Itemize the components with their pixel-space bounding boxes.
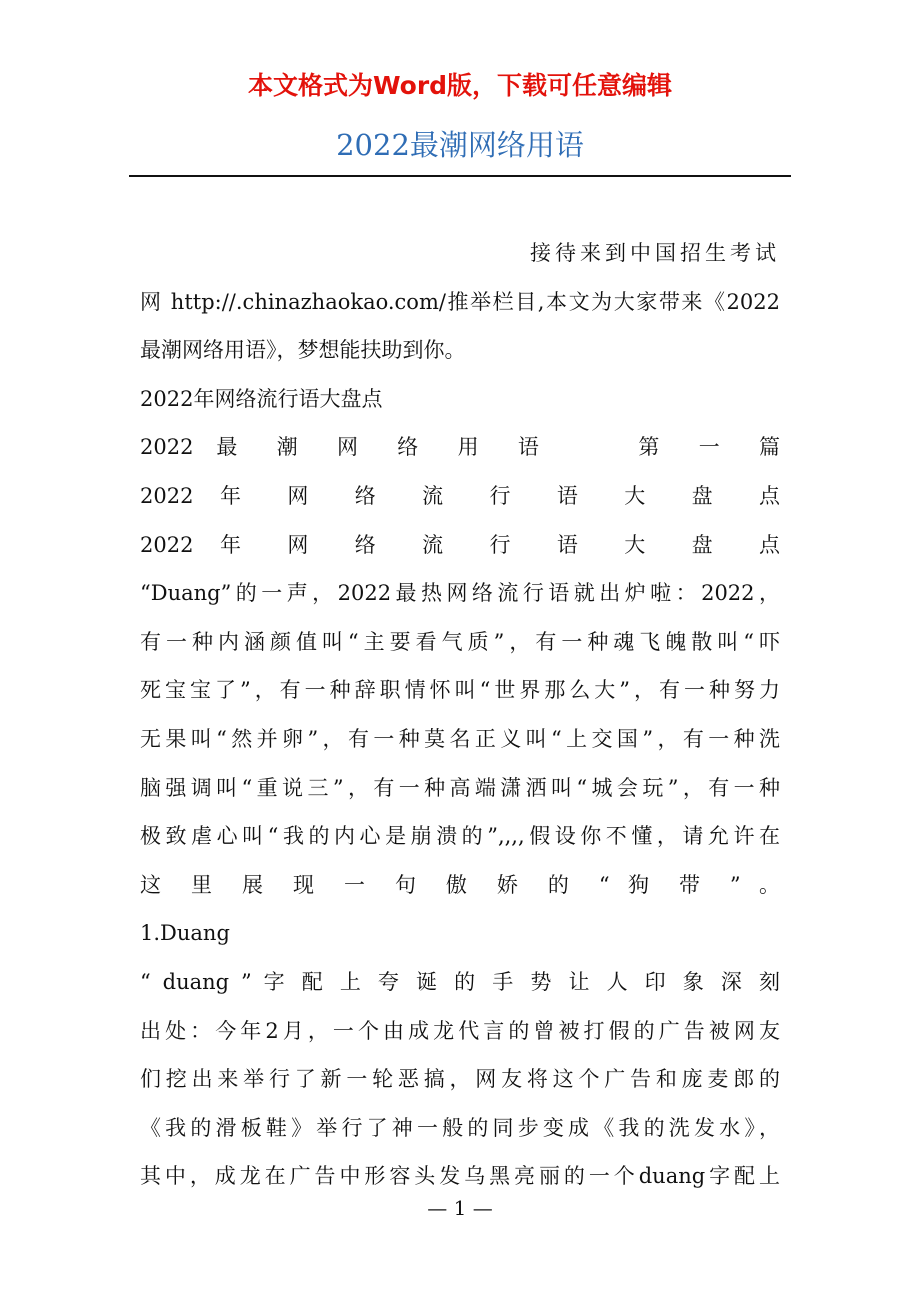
section-heading: 2022年网络流行语大盘点 [140, 386, 383, 411]
document-body [140, 229, 780, 1201]
title-divider [129, 175, 791, 177]
body-line: 其中，成龙在广告中形容头发乌黑亮丽的一个duang字配上 [140, 1164, 780, 1189]
section-heading: 1.Duang [140, 921, 230, 946]
body-line: “ duang ” 字 配 上 夸 诞 的 手 势 让 人 印 象 深 刻 [140, 969, 780, 994]
body-line: “Duang”的一声，2022最热网络流行语就出炉啦：2022， [140, 581, 780, 606]
body-line: 脑强调叫“重说三”，有一种高端潇洒叫“城会玩”，有一种 [140, 775, 780, 800]
body-line: 网 http://.chinazhaokao.com/推举栏目,本文为大家带来《2022 [140, 289, 780, 314]
page-number: — 1 — [427, 1196, 493, 1220]
body-line: 接待来到中国招生考试 [530, 241, 780, 265]
body-line: 极致虐心叫“我的内心是崩溃的”,,,,假设你不懂，请允许在 [140, 824, 780, 849]
body-line: 们挖出来举行了新一轮恶搞，网友将这个广告和庞麦郎的 [140, 1067, 780, 1092]
body-line: 无果叫“然并卵”，有一种莫名正义叫“上交国”，有一种洗 [140, 726, 780, 751]
body-line: 出处：今年2月，一个由成龙代言的曾被打假的广告被网友 [140, 1018, 780, 1043]
document-title: 2022最潮网络用语 [336, 128, 584, 162]
body-line: 2022 最 潮 网 络 用 语 第 一 篇 [140, 435, 780, 460]
body-line: 最潮网络用语》，梦想能扶助到你。 [140, 338, 466, 363]
body-line: 《我的滑板鞋》举行了神一般的同步变成《我的洗发水》， [140, 1115, 780, 1140]
body-line: 2022 年 网 络 流 行 语 大 盘 点 [140, 532, 780, 557]
body-line: 2022 年 网 络 流 行 语 大 盘 点 [140, 483, 780, 508]
body-line: 死宝宝了”，有一种辞职情怀叫“世界那么大”，有一种努力 [140, 678, 780, 703]
body-line: 有一种内涵颜值叫“主要看气质”，有一种魂飞魄散叫“吓 [140, 629, 780, 654]
format-notice-banner: 本文格式为Word版，下载可任意编辑 [247, 71, 673, 100]
body-line: 这 里 展 现 一 句 傲 娇 的 “ 狗 带 ” 。 [140, 872, 780, 897]
